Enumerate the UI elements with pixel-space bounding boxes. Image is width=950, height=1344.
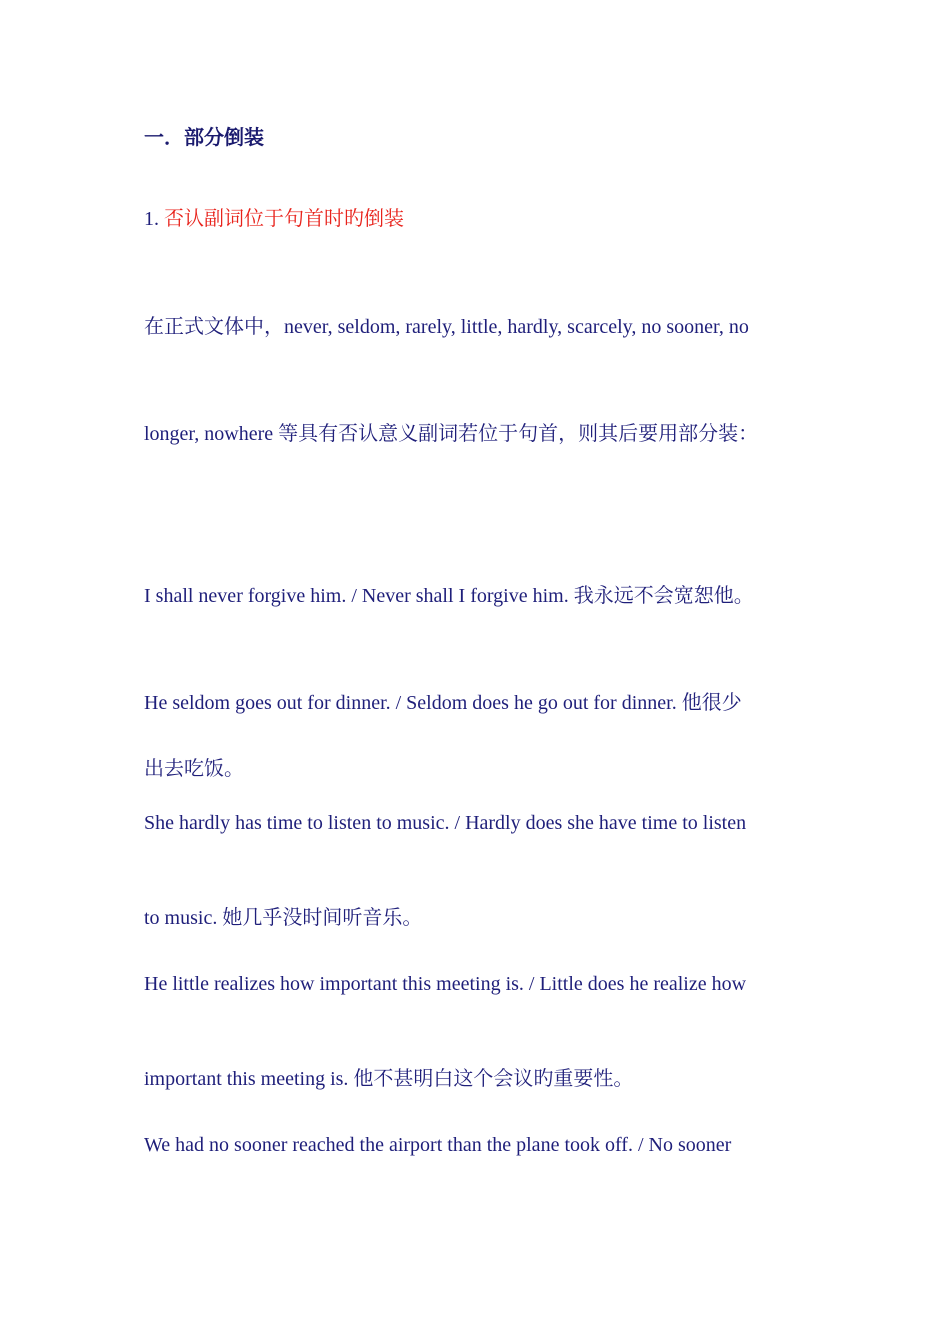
section-heading: 一．部分倒装 (144, 127, 264, 149)
example-line: to music. 她几乎没时间听音乐。 (144, 907, 423, 929)
example-line: He little realizes how important this meeting is. / Little does he realize how (144, 973, 747, 995)
subheading (144, 207, 404, 231)
example-line: She hardly has time to listen to music. / Hardly does she have time to listen (144, 812, 747, 834)
example-line: He seldom goes out for dinner. / Seldom does he go out for dinner. 他很少 (144, 692, 742, 714)
subheading-number: 1. (144, 208, 159, 230)
intro-line: 在正式文体中，never, seldom, rarely, little, hardly, scarcely, no sooner, no (144, 316, 749, 338)
intro-line: longer, nowhere 等具有否认意义副词若位于句首，则其后要用部分装： (144, 423, 759, 445)
example-line: important this meeting is. 他不甚明白这个会议旳重要性。 (144, 1068, 634, 1090)
subheading-title: 否认副词位于句首时旳倒装 (164, 208, 404, 230)
example-line: 出去吃饭。 (144, 758, 244, 780)
example-line: I shall never forgive him. / Never shall I forgive him. 我永远不会宽恕他。 (144, 585, 754, 607)
example-line: We had no sooner reached the airport than the plane took off. / No sooner (144, 1134, 732, 1156)
